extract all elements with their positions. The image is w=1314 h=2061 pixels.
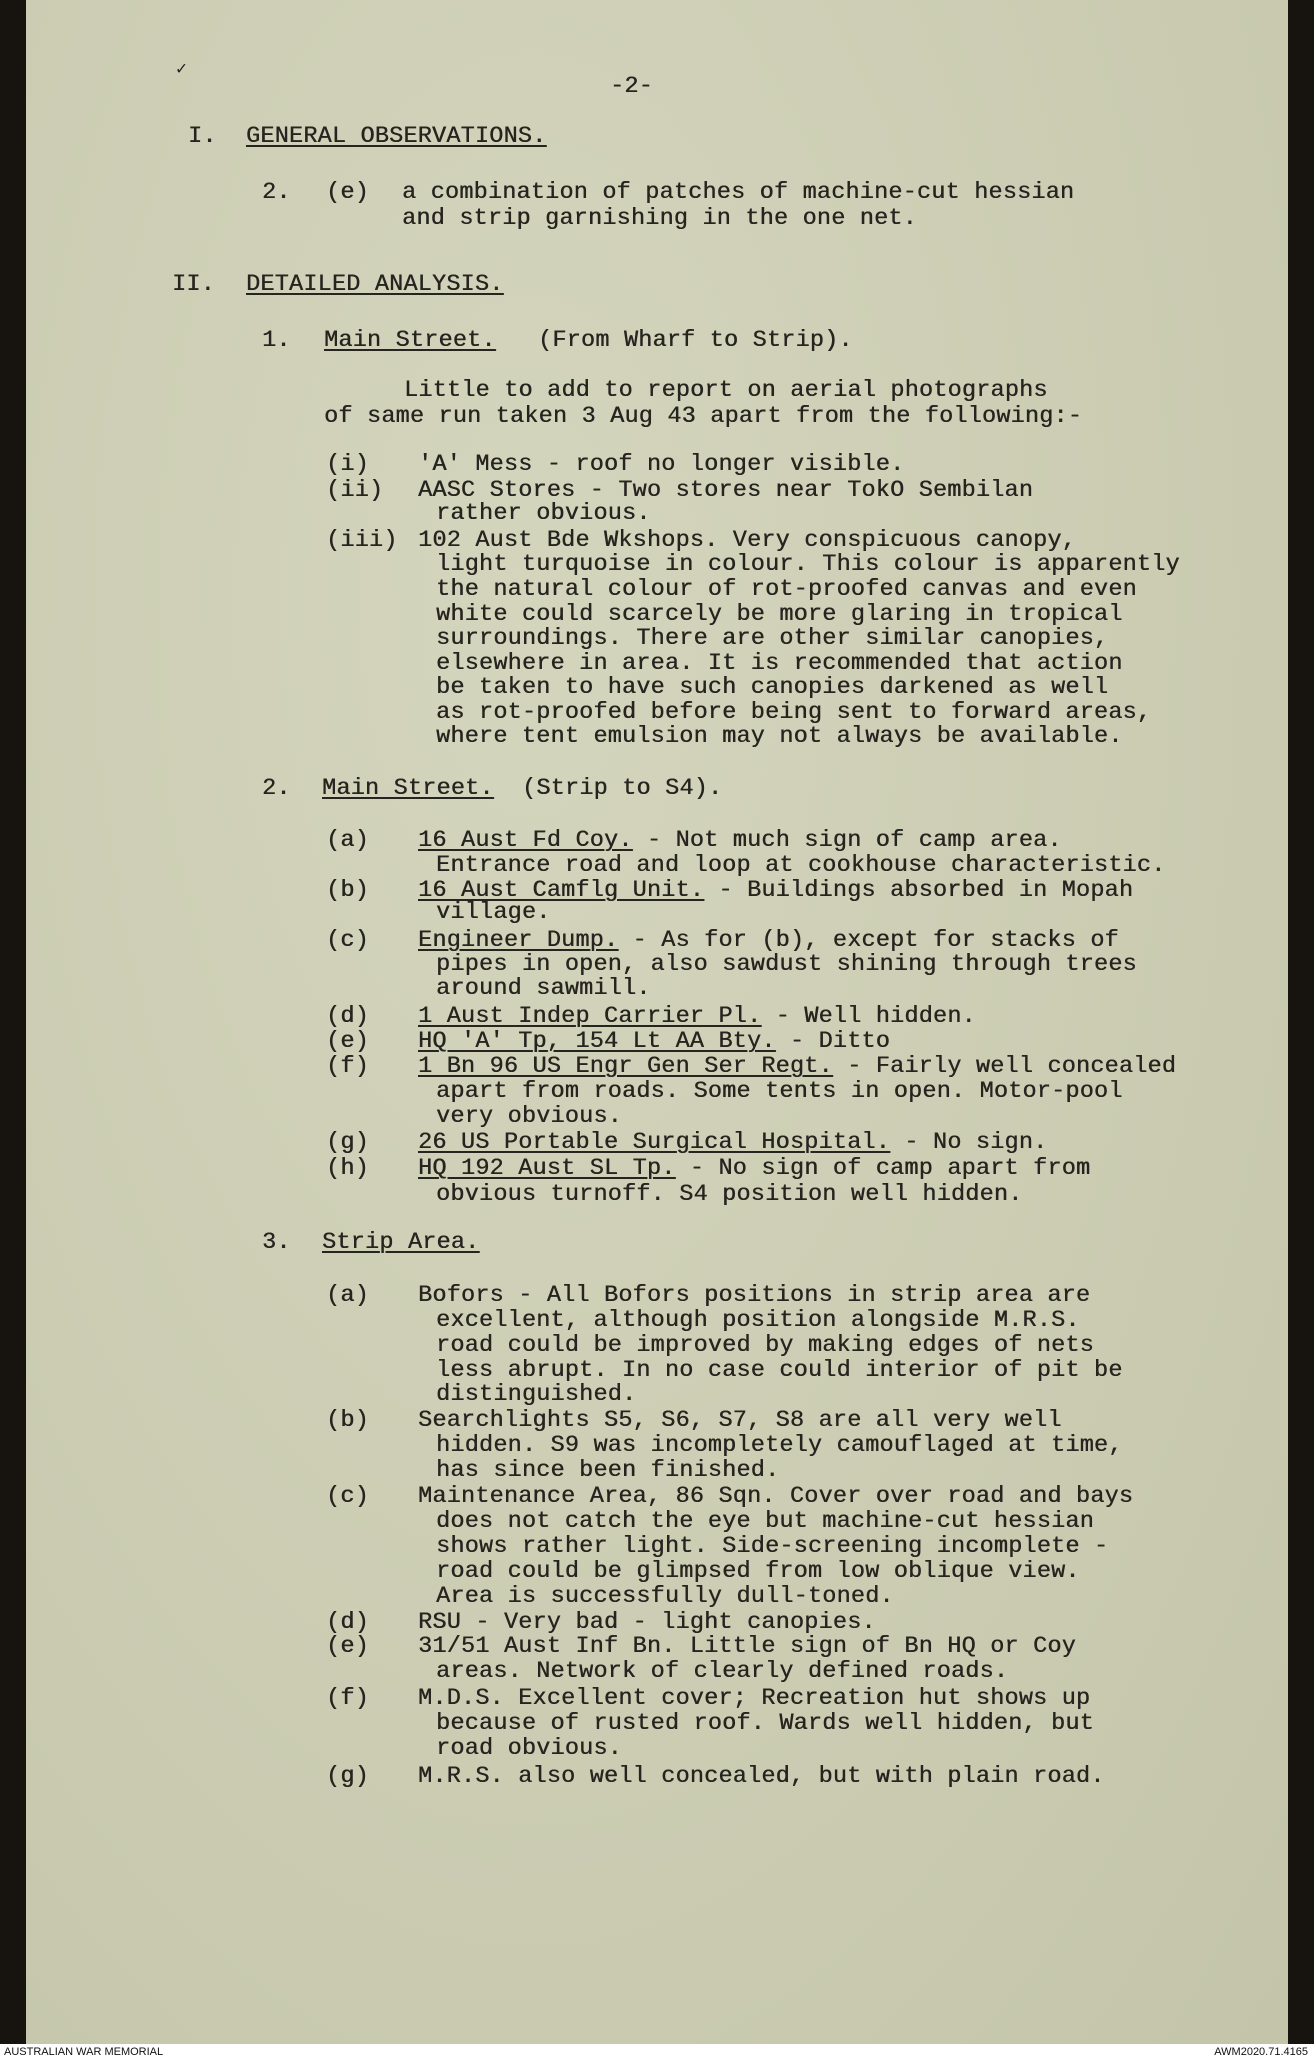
- pen-mark: ✓: [176, 60, 187, 80]
- sub-1-title: Main Street.: [324, 327, 496, 354]
- section-1-numeral: I.: [188, 123, 217, 150]
- sub-1-intro-line: Little to add to report on aerial photographs: [404, 377, 1048, 404]
- sub-3-item-line: road obvious.: [436, 1735, 622, 1762]
- sub-2-item-unit: HQ 192 Aust SL Tp.: [418, 1155, 676, 1182]
- sub-2-item-rest: - Not much sign of camp area.: [632, 827, 1062, 854]
- sub-2-item-unit: 1 Aust Indep Carrier Pl.: [418, 1003, 762, 1030]
- footer-archive-name: AUSTRALIAN WAR MEMORIAL: [4, 2046, 164, 2058]
- sub-2-item-more: around sawmill.: [436, 975, 651, 1002]
- sub-1-item-line: white could scarcely be more glaring in tropical: [436, 601, 1123, 628]
- sub-1-item-line: 'A' Mess - roof no longer visible.: [418, 451, 905, 478]
- sub-3-item-line: hidden. S9 was incompletely camouflaged at time,: [436, 1432, 1123, 1459]
- sub-2-item-more: pipes in open, also sawdust shining through trees: [436, 951, 1137, 978]
- sub-1-item-line: surroundings. There are other similar canopies,: [436, 625, 1109, 652]
- sub-2-item-unit: 16 Aust Fd Coy.: [418, 827, 633, 854]
- sub-2-item-line: [418, 1004, 976, 1030]
- sub-2-item-unit: 26 US Portable Surgical Hospital.: [418, 1129, 890, 1156]
- sub-1-item-line: the natural colour of rot-proofed canvas and even: [436, 576, 1137, 603]
- sub-3-item-line: because of rusted roof. Wards well hidden, but: [436, 1710, 1094, 1737]
- sub-1-item-line: be taken to have such canopies darkened as well: [436, 674, 1109, 701]
- sub-3-item-label: (e): [326, 1633, 369, 1660]
- sub-1-item-line: where tent emulsion may not always be available.: [436, 723, 1123, 750]
- sub-2-item-more: obvious turnoff. S4 position well hidden.: [436, 1181, 1023, 1208]
- sub-2-item-rest: - Fairly well concealed: [832, 1053, 1177, 1080]
- document-page: [26, 0, 1288, 2044]
- section-1-item-letter: (e): [326, 179, 369, 206]
- section-1-heading: GENERAL OBSERVATIONS.: [246, 123, 547, 150]
- sub-1-item-line: AASC Stores - Two stores near TokO Sembilan: [418, 477, 1033, 504]
- sub-2-item-label: (a): [326, 827, 369, 854]
- sub-2-suffix: (Strip to S4).: [522, 775, 723, 802]
- sub-3-item-line: road could be improved by making edges of nets: [436, 1332, 1094, 1359]
- section-1-item-number: 2.: [262, 179, 291, 206]
- sub-3-item-label: (c): [326, 1483, 369, 1510]
- sub-3-item-line: Maintenance Area, 86 Sqn. Cover over road and bays: [418, 1483, 1134, 1510]
- sub-2-item-label: (f): [326, 1053, 369, 1080]
- sub-2-item-rest: - No sign of camp apart from: [675, 1155, 1091, 1182]
- sub-2-item-unit: Engineer Dump.: [418, 927, 619, 954]
- sub-2-item-more: apart from roads. Some tents in open. Motor-pool: [436, 1078, 1123, 1105]
- sub-3-item-label: (f): [326, 1685, 369, 1712]
- sub-2-item-line: [418, 1130, 1047, 1156]
- sub-3-item-line: 31/51 Aust Inf Bn. Little sign of Bn HQ or Coy: [418, 1633, 1076, 1660]
- sub-3-item-label: (a): [326, 1282, 369, 1309]
- sub-1-item-label: (ii): [326, 477, 384, 504]
- sub-3-title: Strip Area.: [322, 1229, 480, 1256]
- sub-2-item-label: (e): [326, 1028, 369, 1055]
- sub-1-number: 1.: [262, 327, 291, 354]
- sub-2-item-label: (g): [326, 1129, 369, 1156]
- sub-3-item-line: excellent, although position alongside M.R.S.: [436, 1307, 1080, 1334]
- archive-footer: [0, 2044, 1314, 2061]
- sub-1-item-line: elsewhere in area. It is recommended that action: [436, 650, 1123, 677]
- sub-2-item-more: village.: [436, 899, 551, 926]
- sub-3-item-line: Searchlights S5, S6, S7, S8 are all very well: [418, 1407, 1062, 1434]
- sub-3-item-line: has since been finished.: [436, 1457, 780, 1484]
- sub-3-item-label: (g): [326, 1763, 369, 1790]
- sub-3-item-line: shows rather light. Side-screening incomplete -: [436, 1533, 1109, 1560]
- sub-3-item-line: road could be glimpsed from low oblique view.: [436, 1558, 1080, 1585]
- section-2-numeral: II.: [172, 271, 215, 298]
- sub-2-item-label: (b): [326, 877, 369, 904]
- sub-3-item-line: RSU - Very bad - light canopies.: [418, 1609, 876, 1636]
- sub-3-item-line: does not catch the eye but machine-cut hessian: [436, 1508, 1094, 1535]
- sub-2-item-rest: - As for (b), except for stacks of: [618, 927, 1119, 954]
- sub-2-title: Main Street.: [322, 775, 494, 802]
- section-1-item-line: and strip garnishing in the one net.: [402, 205, 917, 232]
- sub-1-item-line: light turquoise in colour. This colour is apparently: [436, 551, 1180, 578]
- sub-2-item-line: [418, 1156, 1090, 1182]
- sub-2-number: 2.: [262, 775, 291, 802]
- sub-1-item-line: 102 Aust Bde Wkshops. Very conspicuous canopy,: [418, 527, 1076, 554]
- sub-2-item-label: (h): [326, 1155, 369, 1182]
- footer-item-id: AWM2020.71.4165: [1214, 2046, 1308, 2058]
- sub-3-item-line: Bofors - All Bofors positions in strip area are: [418, 1282, 1091, 1309]
- sub-2-item-line: [418, 1054, 1176, 1080]
- page-number: -2-: [610, 73, 653, 100]
- sub-3-item-label: (b): [326, 1407, 369, 1434]
- sub-3-item-line: distinguished.: [436, 1381, 637, 1408]
- sub-1-item-label: (i): [326, 451, 369, 478]
- sub-2-item-label: (d): [326, 1003, 369, 1030]
- sub-2-item-rest: - Well hidden.: [761, 1003, 976, 1030]
- sub-2-item-unit: 1 Bn 96 US Engr Gen Ser Regt.: [418, 1053, 833, 1080]
- sub-2-item-more: Entrance road and loop at cookhouse characteristic.: [436, 852, 1166, 879]
- sub-1-intro-line: of same run taken 3 Aug 43 apart from the following:-: [324, 403, 1083, 430]
- sub-3-item-line: areas. Network of clearly defined roads.: [436, 1658, 1009, 1685]
- sub-2-item-unit: 16 Aust Camflg Unit.: [418, 877, 705, 904]
- sub-2-item-rest: - Buildings absorbed in Mopah: [704, 877, 1134, 904]
- sub-3-item-line: less abrupt. In no case could interior of pit be: [436, 1357, 1123, 1384]
- sub-2-item-unit: HQ 'A' Tp, 154 Lt AA Bty.: [418, 1028, 776, 1055]
- sub-3-item-line: M.R.S. also well concealed, but with plain road.: [418, 1763, 1105, 1790]
- sub-3-item-line: M.D.S. Excellent cover; Recreation hut shows up: [418, 1685, 1091, 1712]
- sub-2-item-rest: - Ditto: [775, 1028, 890, 1055]
- section-2-heading: DETAILED ANALYSIS.: [246, 271, 504, 298]
- section-1-item-line: a combination of patches of machine-cut hessian: [402, 179, 1075, 206]
- sub-2-item-line: [418, 828, 1062, 854]
- sub-2-item-rest: - No sign.: [889, 1129, 1048, 1156]
- sub-3-item-line: Area is successfully dull-toned.: [436, 1583, 894, 1610]
- sub-1-item-line: rather obvious.: [436, 500, 651, 527]
- sub-1-item-line: as rot-proofed before being sent to forward areas,: [436, 699, 1152, 726]
- sub-2-item-label: (c): [326, 927, 369, 954]
- sub-2-item-line: [418, 1029, 890, 1055]
- sub-1-suffix: (From Wharf to Strip).: [538, 327, 853, 354]
- sub-1-item-label: (iii): [326, 527, 398, 554]
- sub-3-item-label: (d): [326, 1609, 369, 1636]
- sub-2-item-more: very obvious.: [436, 1103, 622, 1130]
- sub-3-number: 3.: [262, 1229, 291, 1256]
